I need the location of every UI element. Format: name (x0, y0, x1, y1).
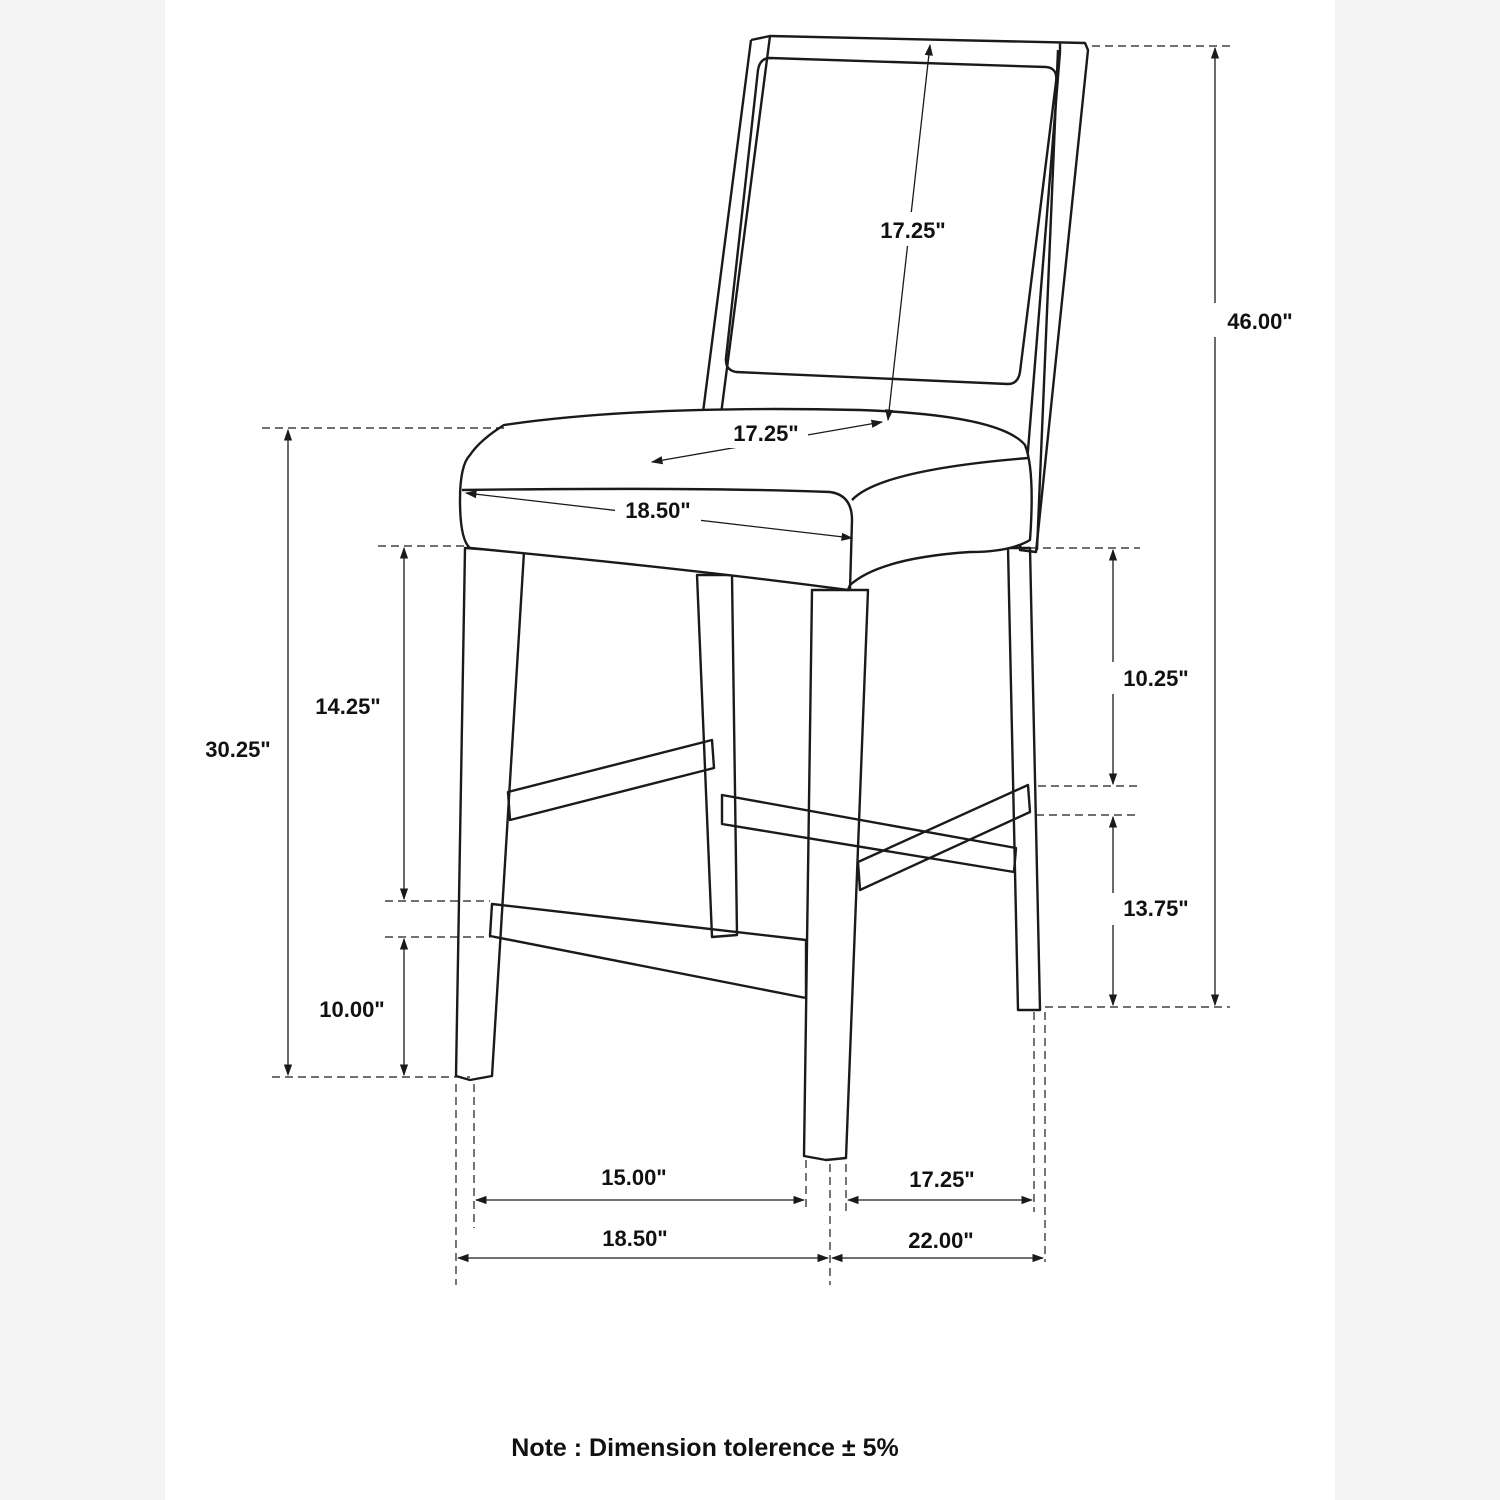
rear-right-leg (1008, 548, 1040, 1010)
seat-width-label: 18.50" (625, 498, 691, 523)
front-stretcher (490, 904, 806, 998)
stretchers (490, 740, 1030, 998)
seat-depth-label: 17.25" (733, 421, 799, 446)
front-left-leg (456, 548, 524, 1080)
back-stretcher-lower-label: 13.75" (1123, 896, 1189, 921)
seat-to-stretcher-label: 14.25" (315, 694, 381, 719)
front-legs (456, 548, 868, 1160)
stretcher-to-floor-label: 10.00" (319, 997, 385, 1022)
rear-left-leg (697, 575, 737, 937)
overall-height-label: 46.00" (1227, 309, 1293, 334)
overall-width-label: 18.50" (602, 1226, 668, 1251)
seat-height-label: 30.25" (205, 737, 271, 762)
leg-span-side-label: 17.25" (909, 1167, 975, 1192)
right-dimensions (1030, 46, 1230, 1007)
overall-depth-label: 22.00" (908, 1228, 974, 1253)
rear-legs (697, 548, 1040, 1010)
right-side-stretcher (858, 785, 1030, 890)
left-side-stretcher (508, 740, 714, 820)
back-height-label: 17.25" (880, 218, 946, 243)
leg-span-front-label: 15.00" (601, 1165, 667, 1190)
tolerance-note: Note : Dimension tolerence ± 5% (511, 1434, 899, 1462)
back-stretcher-upper-label: 10.25" (1123, 666, 1189, 691)
back-stretcher (722, 795, 1016, 872)
